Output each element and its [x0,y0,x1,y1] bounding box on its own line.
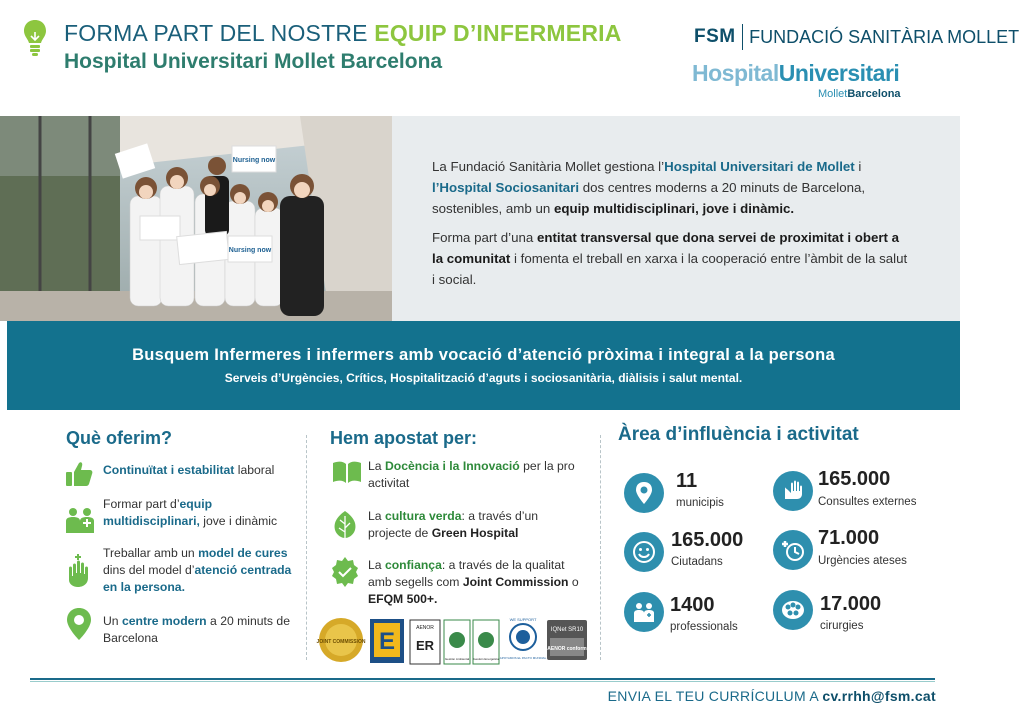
bet-item-teaching: La Docència i la Innovació per la pro activitat [368,459,575,490]
lightbulb-icon [22,18,48,58]
team-icon [64,505,96,535]
hospital-logo: HospitalUniversitari [692,60,900,86]
stat-consults-value: 165.000 [818,468,891,490]
efqm-seal [370,619,404,663]
photo-sign-2: Nursing now [228,247,272,254]
intro-paragraph-2: Forma part d’una entitat transversal que dona servei de proximitat i obert a la comunitat i fomenta el treball en xarxa i la cooperació entre l’àmbit de la salut i social. [432,230,908,287]
stat-emergency-value: 71.000 [818,527,880,549]
svg-text:Gestión Energética: Gestión Energética [473,657,499,661]
intro-paragraph-1: La Fundació Sanitària Mollet gestiona l’Hospital Universitari de Mollet i l’Hospital Sociosanitari dos centres moderns a 20 minuts de Barcelona, sostenibles, amb un equip multidisciplinari, jove i dinàmic. [432,159,866,216]
map-pin-icon [624,473,664,513]
bet-heading: Hem apostat per: [330,428,478,448]
stat-professionals-value: 1400 [670,594,715,616]
stat-emergency-circle [773,530,813,570]
global-compact-seal [499,615,547,665]
svg-text:AENOR conform: AENOR conform [547,646,587,652]
aenor-er-seal [410,620,440,664]
aenor-environmental-seal [444,620,470,664]
stat-consults-circle [773,471,813,511]
intro-text [432,156,912,298]
offer-item-care-model: Treballar amb un model de cures dins del model d’atenció centrada en la persona. [103,546,292,594]
bet-item-green: La cultura verda: a través d’un projecte de Green Hospital [368,509,539,540]
smiley-icon [624,532,664,572]
stat-citizens-label: Ciutadans [671,556,723,568]
column-divider-2 [600,435,601,660]
fsm-logo: FSM FUNDACIÓ SANITÀRIA MOLLET [694,24,1019,50]
footer-rule [30,678,935,680]
page-subtitle: Hospital Universitari Mollet Barcelona [64,50,443,73]
iqnet-sr10-seal [547,620,587,660]
column-divider-1 [306,435,307,660]
thumbs-up-icon [64,460,94,488]
location-pin-icon [67,608,91,640]
stat-citizens-value: 165.000 [671,529,744,551]
stat-citizens-circle [624,532,664,572]
stat-surgeries-label: cirurgies [820,620,864,632]
stat-consults-label: Consultes externes [818,496,917,508]
hospital-logo-city: MolletBarcelona [818,88,901,100]
footer-rule-thin [30,681,935,682]
professionals-icon [624,592,664,632]
stat-emergency-label: Urgències ateses [818,555,907,567]
banner-services: Serveis d’Urgències, Crítics, Hospitalització d’aguts i sociosanitària, diàlisis i salut mental. [224,371,743,385]
bet-item-trust: La confiança: a través de la qualitat amb segells com Joint Commission o EFQM 500+. [368,558,579,606]
care-hand-icon [66,554,92,588]
emergency-clock-icon [773,530,813,570]
offer-item-stability: Continuïtat i estabilitat laboral [103,463,275,477]
page-title: FORMA PART DEL NOSTRE EQUIP D’INFERMERIA [64,20,622,46]
joint-commission-seal [318,617,364,663]
photo-sign-1: Nursing now [232,157,276,164]
offer-item-modern-centre: Un centre modern a 20 minuts de Barcelona [103,614,290,645]
stat-location-circle [624,473,664,513]
leaf-icon [332,510,358,540]
svg-text:AENOR: AENOR [416,625,434,631]
offer-heading: Què oferim? [66,428,173,448]
book-icon [332,460,362,484]
svg-text:APOYAMOS EL PACTO MUNDIAL: APOYAMOS EL PACTO MUNDIAL [499,656,547,660]
stat-surgeries-circle [773,590,813,630]
hand-cross-icon [773,471,813,511]
stat-surgeries-value: 17.000 [820,593,882,615]
stat-professionals-label: professionals [670,621,738,633]
area-heading: Àrea d’influència i activitat [618,424,859,445]
recruitment-banner [7,321,960,410]
stat-municipalities-value: 11 [676,470,698,492]
svg-text:IQNet SR10: IQNet SR10 [550,627,584,633]
offer-item-team: Formar part d’equip multidisciplinari, jove i dinàmic [103,497,278,528]
team-photo [0,116,392,321]
banner-headline: Busquem Infermeres i infermers amb vocació d’atenció pròxima i integral a la persona [132,346,835,364]
stat-professionals-circle [624,592,664,632]
svg-text:ER: ER [415,638,435,653]
stat-municipalities-label: municipis [676,497,724,509]
cv-contact: ENVIA EL TEU CURRÍCULUM A cv.rrhh@fsm.cat [607,688,936,704]
svg-text:E: E [378,628,396,655]
svg-text:WE SUPPORT: WE SUPPORT [509,617,537,622]
svg-text:JOINT COMMISSION: JOINT COMMISSION [316,639,366,645]
aenor-energy-seal [473,620,499,664]
surgery-lamp-icon [773,590,813,630]
quality-seal-icon [331,557,359,591]
cv-email-link[interactable]: cv.rrhh@fsm.cat [822,688,936,704]
svg-text:Gestión Ambiental: Gestión Ambiental [444,657,470,661]
